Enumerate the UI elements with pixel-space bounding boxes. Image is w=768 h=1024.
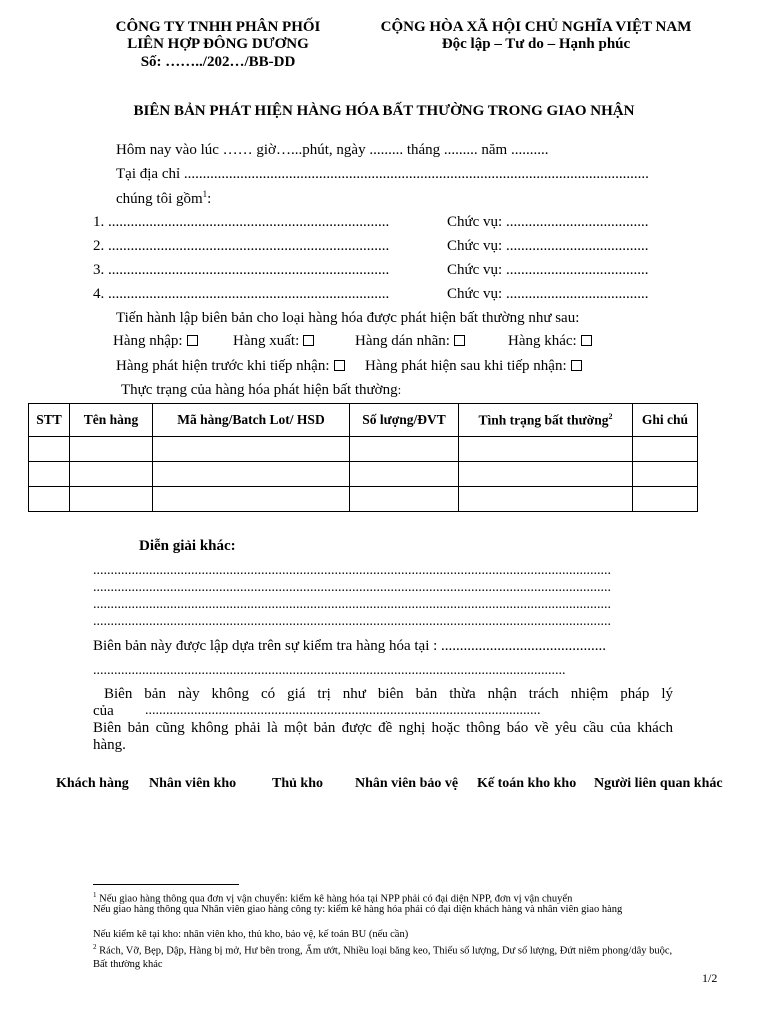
- col-header-abnormal-status-text: Tình trạng bất thường: [478, 412, 609, 428]
- other-goods-label: Hàng khác:: [508, 333, 577, 349]
- member-role-2: Chức vụ: ......................................: [447, 238, 649, 254]
- proceed-line: Tiến hành lập biên bản cho loại hàng hóa được phát hiện bất thường như sau:: [116, 310, 580, 326]
- export-goods-checkbox[interactable]: [303, 335, 314, 346]
- table-cell[interactable]: [29, 462, 70, 487]
- member-role-1: Chức vụ: ......................................: [447, 214, 649, 230]
- footnote-2: [93, 941, 673, 971]
- after-receipt-label: Hàng phát hiện sau khi tiếp nhận:: [365, 358, 567, 374]
- status-intro-colon: :: [397, 382, 402, 397]
- footnote-1-number: 1: [93, 891, 97, 899]
- col-header-abnormal-status: [459, 404, 633, 437]
- table-cell[interactable]: [633, 487, 698, 512]
- table-cell[interactable]: [153, 437, 350, 462]
- signature-security: Nhân viên bảo vệ: [355, 776, 459, 791]
- disclaimer-line-2-word: của: [93, 703, 114, 719]
- col-header-note: Ghi chú: [633, 404, 698, 437]
- signature-related-party: Người liên quan khác: [594, 776, 723, 791]
- other-goods-checkbox[interactable]: [581, 335, 592, 346]
- member-name-4: 4. ...........................................................................: [93, 286, 390, 302]
- before-receipt-option[interactable]: [116, 358, 345, 375]
- labeled-goods-option[interactable]: [355, 333, 465, 350]
- export-goods-label: Hàng xuất:: [233, 333, 300, 349]
- explain-line-3[interactable]: ....................................................................................................................................................: [93, 597, 611, 612]
- disclaimer-line-1: Biên bản này không có giá trị như biên bản thừa nhận trách nhiệm pháp lý: [104, 686, 673, 702]
- document-number: Số: ……../202…/BB-DD: [140, 54, 296, 70]
- check-location-line: Biên bản này được lập dựa trên sự kiểm tra hàng hóa tại : ............................................: [93, 638, 607, 654]
- footnote-2-text: Rách, Vỡ, Bẹp, Dập, Hàng bị mở, Hư bên trong, Ẩm ướt, Nhiều loại băng keo, Thiếu số lượng, Dư số lượng, Đứt niêm phong/dây buộc, Bất thường khác: [93, 945, 673, 970]
- after-receipt-option[interactable]: [365, 358, 582, 375]
- labeled-goods-checkbox[interactable]: [454, 335, 465, 346]
- page-number: 1/2: [702, 971, 718, 985]
- table-cell[interactable]: [153, 462, 350, 487]
- table-row: [29, 437, 698, 462]
- member-role-4: Chức vụ: ......................................: [447, 286, 649, 302]
- table-cell[interactable]: [350, 437, 459, 462]
- signature-accountant: Kế toán kho kho: [477, 776, 577, 791]
- table-cell[interactable]: [350, 462, 459, 487]
- table-cell[interactable]: [459, 437, 633, 462]
- explain-line-4[interactable]: ....................................................................................................................................................: [93, 614, 611, 629]
- before-receipt-label: Hàng phát hiện trước khi tiếp nhận:: [116, 358, 330, 374]
- goods-table: [28, 403, 698, 512]
- footnote-ref-1: 1: [202, 189, 208, 199]
- member-name-3: 3. ...........................................................................: [93, 262, 390, 278]
- labeled-goods-label: Hàng dán nhãn:: [355, 333, 450, 349]
- table-row: [29, 487, 698, 512]
- member-role-3: Chức vụ: ......................................: [447, 262, 649, 278]
- explain-line-2[interactable]: ....................................................................................................................................................: [93, 580, 611, 595]
- members-label: [116, 189, 211, 208]
- explain-label: Diễn giải khác:: [139, 538, 236, 554]
- other-goods-option[interactable]: [508, 333, 592, 350]
- status-intro: [121, 382, 401, 399]
- document-title: BIÊN BẢN PHÁT HIỆN HÀNG HÓA BẤT THƯỜNG TRONG GIAO NHẬN: [133, 103, 635, 119]
- table-cell[interactable]: [633, 437, 698, 462]
- footnote-1a-text: Nếu giao hàng thông qua đơn vị vận chuyển: kiểm kê hàng hóa tại NPP phải có đại diện NPP, đơn vị vận chuyển: [99, 893, 573, 905]
- time-line: Hôm nay vào lúc …… giờ…...phút, ngày ......... tháng ......... năm ..........: [116, 142, 549, 158]
- signature-customer: Khách hàng: [56, 776, 129, 791]
- table-header-row: [29, 404, 698, 437]
- table-cell[interactable]: [70, 462, 153, 487]
- table-cell[interactable]: [70, 437, 153, 462]
- company-name-line1: CÔNG TY TNHH PHÂN PHỐI: [115, 19, 321, 35]
- disclaimer-line-4: hàng.: [93, 737, 126, 753]
- table-cell[interactable]: [153, 487, 350, 512]
- company-name-line2: LIÊN HỢP ĐÔNG DƯƠNG: [127, 36, 309, 52]
- explain-line-1[interactable]: ....................................................................................................................................................: [93, 563, 611, 578]
- footnote-2-number: 2: [93, 943, 97, 951]
- col-header-stt: STT: [29, 404, 70, 437]
- table-row: [29, 462, 698, 487]
- table-cell[interactable]: [29, 487, 70, 512]
- import-goods-checkbox[interactable]: [187, 335, 198, 346]
- disclaimer-line-2-dots[interactable]: .................................................................................................................: [145, 703, 541, 718]
- col-header-item-name: Tên hàng: [70, 404, 153, 437]
- export-goods-option[interactable]: [233, 333, 314, 350]
- members-label-text: chúng tôi gồm: [116, 191, 203, 207]
- table-cell[interactable]: [459, 487, 633, 512]
- table-cell[interactable]: [29, 437, 70, 462]
- table-cell[interactable]: [459, 462, 633, 487]
- footnote-1b: Nếu giao hàng thông qua Nhân viên giao hàng công ty: kiểm kê hàng hóa phải có đại diện khách hàng và nhân viên giao hàng: [93, 904, 623, 915]
- table-cell[interactable]: [70, 487, 153, 512]
- import-goods-label: Hàng nhập:: [113, 333, 183, 349]
- check-location-line-2[interactable]: .......................................................................................................................................: [93, 663, 566, 678]
- nation-title: CỘNG HÒA XÃ HỘI CHỦ NGHĨA VIỆT NAM: [380, 19, 692, 35]
- before-receipt-checkbox[interactable]: [334, 360, 345, 371]
- status-intro-text: Thực trạng của hàng hóa phát hiện bất thường: [121, 382, 398, 398]
- footnote-ref-2: 2: [608, 411, 613, 421]
- members-label-colon: :: [207, 191, 212, 207]
- signature-warehouse-staff: Nhân viên kho: [149, 776, 237, 791]
- member-name-2: 2. ...........................................................................: [93, 238, 390, 254]
- col-header-quantity: Số lượng/ĐVT: [350, 404, 459, 437]
- signature-storekeeper: Thủ kho: [272, 776, 323, 791]
- table-cell[interactable]: [350, 487, 459, 512]
- footnote-separator: [93, 884, 239, 885]
- address-line: Tại địa chỉ ............................................................................................................................: [116, 166, 649, 182]
- import-goods-option[interactable]: [113, 333, 198, 350]
- member-name-1: 1. ...........................................................................: [93, 214, 390, 230]
- disclaimer-line-3: Biên bản cũng không phải là một bản được đề nghị hoặc thông báo về yêu cầu của khách: [93, 720, 673, 736]
- col-header-item-code: Mã hàng/Batch Lot/ HSD: [153, 404, 350, 437]
- table-cell[interactable]: [633, 462, 698, 487]
- footnote-1c: Nếu kiểm kê tại kho: nhân viên kho, thủ kho, bảo vệ, kế toán BU (nếu cần): [93, 929, 409, 940]
- after-receipt-checkbox[interactable]: [571, 360, 582, 371]
- nation-motto: Độc lập – Tư do – Hạnh phúc: [441, 36, 631, 52]
